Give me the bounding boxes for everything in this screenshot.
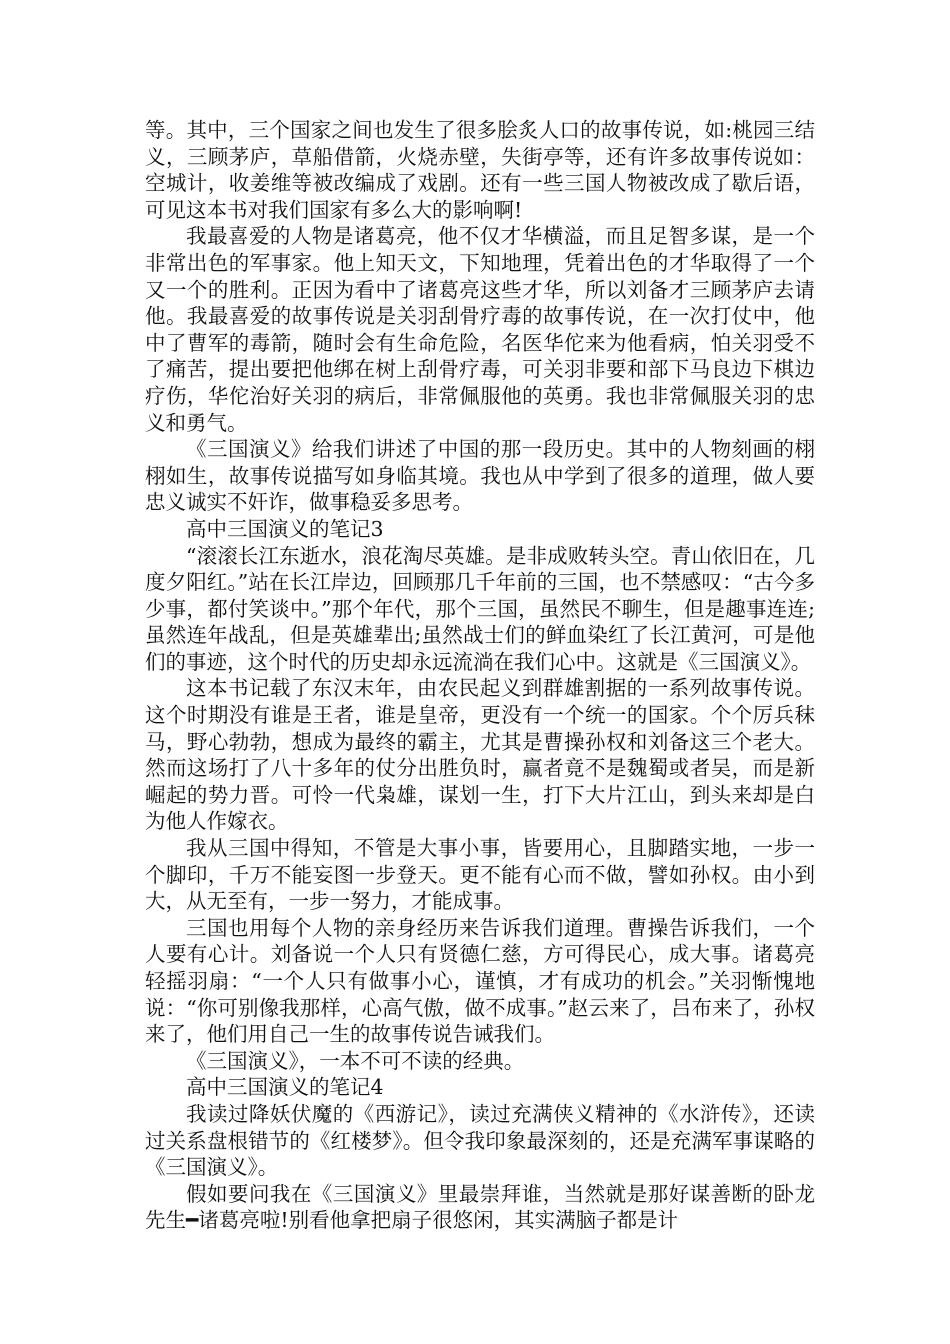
paragraph-poem: “滚滚长江东逝水，浪花淘尽英雄。是非成败转头空。青山依旧在，几度夕阳红。”站在长江岸边，回顾那几千年前的三国，也不禁感叹：“古今多少事，都付笑谈中。”那个年代，那个三国，虽然民不聊生，但是趣事连连;虽然连年战乱，但是英雄辈出;虽然战士们的鲜血染红了长江黄河，可是他们的事迹，这个时代的历史却永远流淌在我们心中。这就是《三国演义》。	[145, 543, 815, 674]
document-page	[145, 117, 815, 1234]
paragraph-characters: 三国也用每个人物的亲身经历来告诉我们道理。曹操告诉我们，一个人要有心计。刘备说一个人只有贤德仁慈，方可得民心，成大事。诸葛亮轻摇羽扇：“一个人只有做事小心，谨慎，才有成功的机会。”关羽惭愧地说：“你可别像我那样，心高气傲，做不成事。”赵云来了，吕布来了，孙权来了，他们用自己一生的故事传说告诫我们。	[145, 915, 815, 1047]
paragraph-classic: 《三国演义》，一本不可不读的经典。	[186, 1048, 525, 1073]
paragraph-zhuge-liang: 我最喜爱的人物是诸葛亮，他不仅才华横溢，而且足智多谋，是一个非常出色的军事家。他上知天文，下知地理，凭着出色的才华取得了一个又一个的胜利。正因为看中了诸葛亮这些才华，所以刘备才三顾茅庐去请他。我最喜爱的故事传说是关羽刮骨疗毒的故事传说，在一次打仗中，他中了曹军的毒箭，随时会有生命危险，名医华佗来为他看病，怕关羽受不了痛苦，提出要把他绑在树上刮骨疗毒，可关羽非要和部下马良边下棋边疗伤，华佗治好关羽的病后，非常佩服他的英勇。我也非常佩服关羽的忠义和勇气。	[145, 224, 815, 435]
paragraph-favorite: 假如要问我在《三国演义》里最崇拜谁，当然就是那好谋善断的卧龙先生━诸葛亮啦!别看他拿把扇子很悠闲，其实满脑子都是计	[145, 1181, 815, 1233]
paragraph-lesson: 我从三国中得知，不管是大事小事，皆要用心，且脚踏实地，一步一个脚印，千万不能妄图一步登天。更不能有心而不做，譬如孙权。由小到大，从无至有，一步一努力，才能成事。	[145, 836, 815, 914]
paragraph-continuation: 等。其中，三个国家之间也发生了很多脍炙人口的故事传说，如:桃园三结义，三顾茅庐，草船借箭，火烧赤壁，失街亭等，还有许多故事传说如：空城计，收姜维等被改编成了戏剧。还有一些三国人物被改成了歇后语，可见这本书对我们国家有多么大的影响啊!	[145, 118, 815, 222]
section-heading-3: 高中三国演义的笔记3	[186, 516, 384, 541]
paragraph-books: 我读过降妖伏魔的《西游记》，读过充满侠义精神的《水浒传》，还读过关系盘根错节的《红楼梦》。但令我印象最深刻的，还是充满军事谋略的《三国演义》。	[145, 1101, 815, 1180]
section-heading-4: 高中三国演义的笔记4	[186, 1075, 384, 1100]
paragraph-history: 这本书记载了东汉末年，由农民起义到群雄割据的一系列故事传说。这个时期没有谁是王者，谁是皇帝，更没有一个统一的国家。个个厉兵秣马，野心勃勃，想成为最终的霸主，尤其是曹操孙权和刘备这三个老大。然而这场打了八十多年的仗分出胜负时，赢者竟不是魏蜀或者吴，而是新崛起的势力晋。可怜一代枭雄，谋划一生，打下大片江山，到头来却是白为他人作嫁衣。	[145, 676, 815, 834]
paragraph-summary: 《三国演义》给我们讲述了中国的那一段历史。其中的人物刻画的栩栩如生，故事传说描写如身临其境。我也从中学到了很多的道理，做人要忠义诚实不奸诈，做事稳妥多思考。	[145, 437, 815, 515]
